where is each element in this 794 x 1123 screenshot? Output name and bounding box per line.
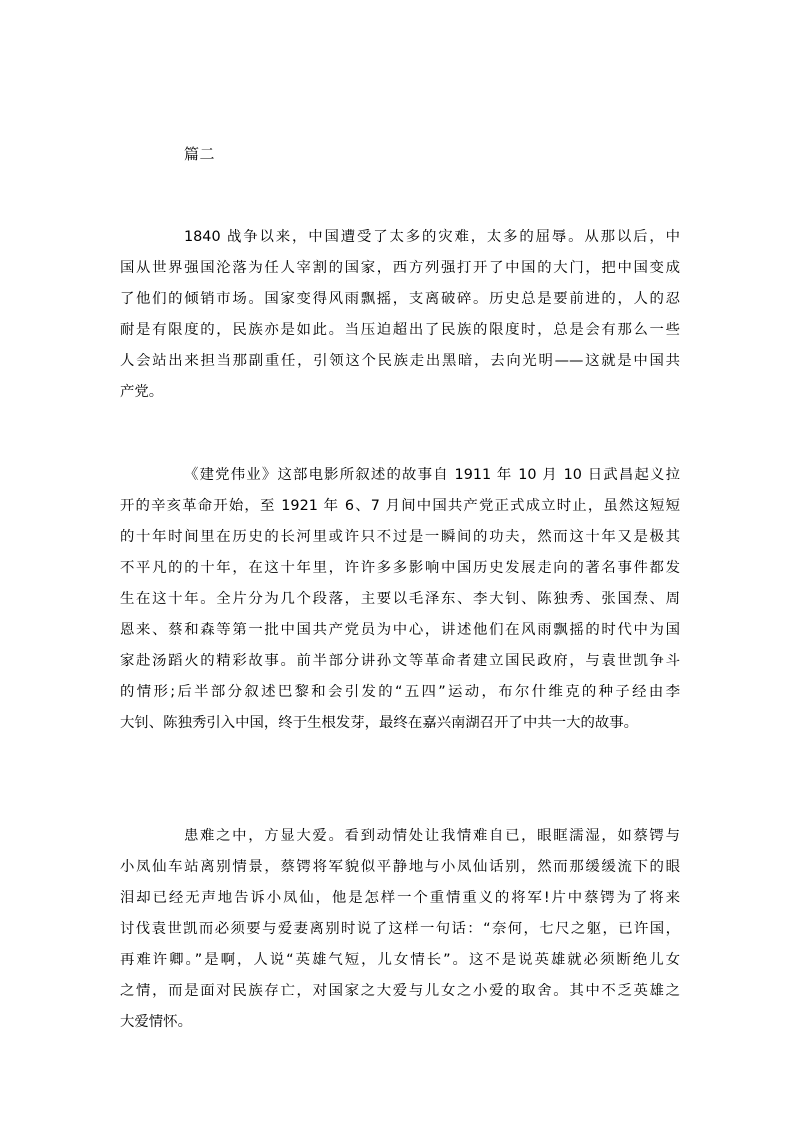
paragraph-line: 之情，而是面对民族存亡，对国家之大爱与儿女之小爱的取舍。其中不乏英雄之: [120, 983, 680, 999]
paragraph-line: 了他们的倾销市场。国家变得风雨飘摇，支离破碎。历史总是要前进的，人的忍: [120, 291, 680, 307]
paragraph-2: [120, 460, 680, 739]
paragraph-line: 讨伐袁世凯而必须要与爱妻离别时说了这样一句话：“奈何，七尺之躯，已许国，: [120, 921, 680, 937]
paragraph-line: 国从世界强国沦落为任人宰割的国家，西方列强打开了中国的大门，把中国变成: [120, 260, 680, 276]
paragraph-line: 恩来、蔡和森等第一批中国共产党员为中心，讲述他们在风雨飘摇的时代中为国: [120, 622, 680, 638]
paragraph-line: 生在这十年。全片分为几个段落，主要以毛泽东、李大钊、陈独秀、张国焘、周: [120, 591, 680, 607]
paragraph-line: 的十年时间里在历史的长河里或许只不过是一瞬间的功夫，然而这十年又是极其: [120, 529, 680, 545]
paragraph-line: 大爱情怀。: [120, 1014, 192, 1030]
paragraph-line: 人会站出来担当那副重任，引领这个民族走出黑暗，去向光明——这就是中国共: [120, 353, 680, 369]
paragraph-line: 大钊、陈独秀引入中国，终于生根发芽，最终在嘉兴南湖召开了中共一大的故事。: [120, 715, 639, 731]
paragraph-line: 1840 战争以来，中国遭受了太多的灾难，太多的屈辱。从那以后，中: [184, 229, 680, 245]
paragraph-line: 患难之中，方显大爱。看到动情处让我情难自已，眼眶濡湿，如蔡锷与: [184, 828, 680, 844]
section-heading: 篇二: [184, 145, 216, 163]
paragraph-line: 的情形;后半部分叙述巴黎和会引发的“五四”运动，布尔什维克的种子经由李: [120, 684, 680, 700]
paragraph-line: 耐是有限度的，民族亦是如此。当压迫超出了民族的限度时，总是会有那么一些: [120, 322, 680, 338]
paragraph-line: 家赴汤蹈火的精彩故事。前半部分讲孙文等革命者建立国民政府，与袁世凯争斗: [120, 653, 680, 669]
paragraph-1: [120, 222, 680, 408]
paragraph-line: 不平凡的的十年，在这十年里，许许多多影响中国历史发展走向的著名事件都发: [120, 560, 680, 576]
paragraph-line: 泪却已经无声地告诉小凤仙，他是怎样一个重情重义的将军!片中蔡锷为了将来: [120, 890, 680, 906]
paragraph-line: 开的辛亥革命开始，至 1921 年 6、7 月间中国共产党正式成立时止，虽然这短短: [120, 498, 680, 514]
paragraph-3: [120, 821, 680, 1038]
paragraph-line: 《建党伟业》这部电影所叙述的故事自 1911 年 10 月 10 日武昌起义拉: [184, 467, 680, 483]
paragraph-line: 再难许卿。”是啊，人说“英雄气短，儿女情长”。这不是说英雄就必须断绝儿女: [120, 952, 680, 968]
paragraph-line: 产党。: [120, 384, 164, 400]
paragraph-line: 小凤仙车站离别情景，蔡锷将军貌似平静地与小凤仙话别，然而那缓缓流下的眼: [120, 859, 680, 875]
